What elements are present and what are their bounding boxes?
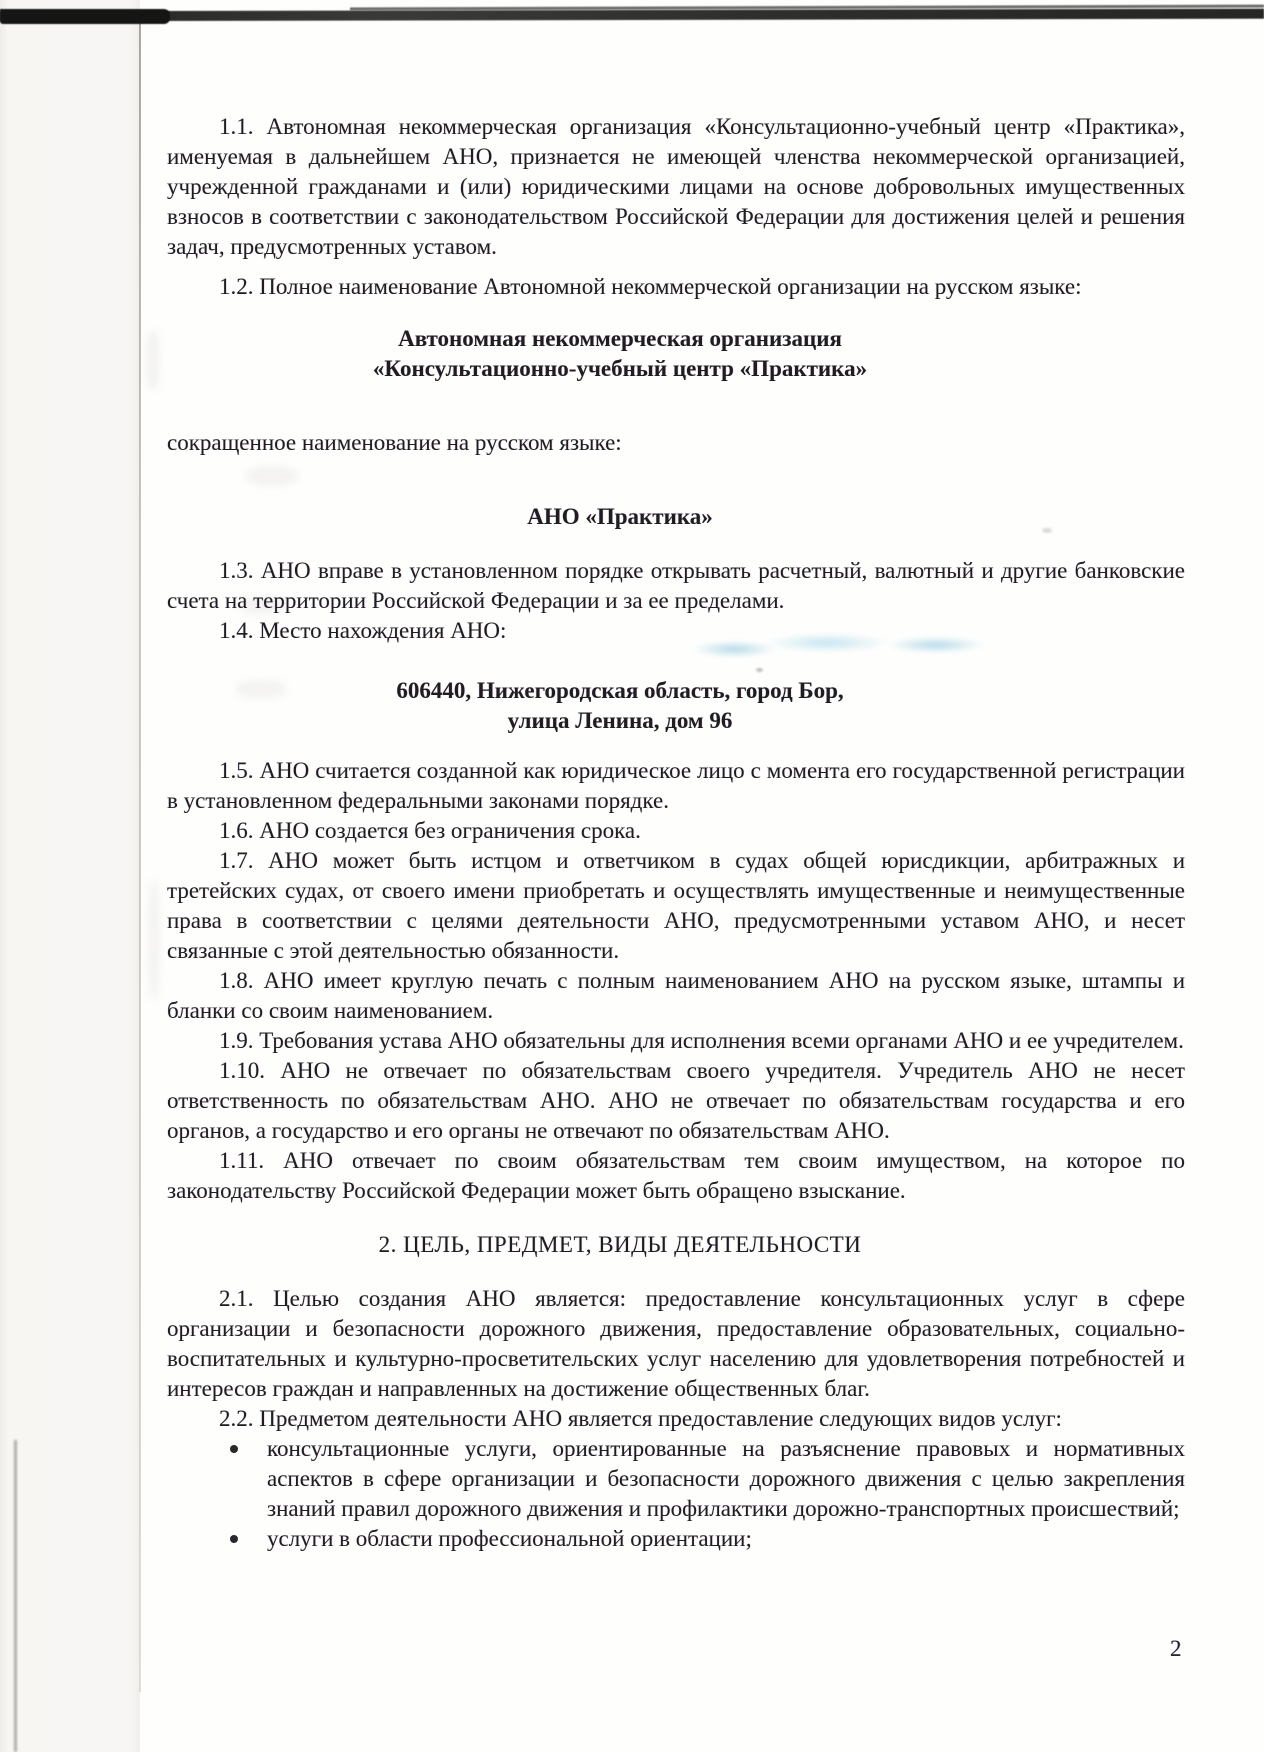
section-2-title: 2. ЦЕЛЬ, ПРЕДМЕТ, ВИДЫ ДЕЯТЕЛЬНОСТИ <box>378 1232 862 1257</box>
paragraph-1-11: 1.11. АНО отвечает по своим обязательствам тем своим имуществом, на которое по законодательству Российской Федерации может быть обращено взыскание. <box>167 1148 1185 1203</box>
paragraph-1-6: 1.6. АНО создается без ограничения срока. <box>219 818 641 843</box>
paragraph-1-1: 1.1. Автономная некоммерческая организация «Консультационно-учебный центр «Практика», именуемая в дальнейшем АНО, признается не имеющей членства некоммерческой организацией, учрежденной гражданами и (или) юридическими лицами на основе добровольных имущественных взносов в соответствии с законодательством Российской Федерации для достижения целей и решения задач, предусмотренных уставом. <box>167 114 1185 259</box>
paragraph-1-9: 1.9. Требования устава АНО обязательны для исполнения всеми органами АНО и ее учредителем. <box>219 1028 1184 1053</box>
org-short-name: АНО «Практика» <box>527 504 713 529</box>
bullet-text: консультационные услуги, ориентированные на разъяснение правовых и нормативных аспектов в сфере организации и безопасности дорожного движения с целью закрепления знаний правил дорожного движения и профилактики дорожно-транспортных происшествий; <box>267 1436 1185 1521</box>
paragraph-1-8: 1.8. АНО имеет круглую печать с полным наименованием АНО на русском языке, штампы и бланки со своим наименованием. <box>167 968 1185 1023</box>
bullet-text: услуги в области профессиональной ориентации; <box>267 1526 752 1551</box>
paragraph-1-3: 1.3. АНО вправе в установленном порядке открывать расчетный, валютный и другие банковские счета на территории Российской Федерации и за ее пределами. <box>167 558 1185 613</box>
bullet-item-career-guidance <box>167 1524 1185 1554</box>
org-address-line1: 606440, Нижегородская область, город Бор, <box>396 678 844 703</box>
paragraph-1-4: 1.4. Место нахождения АНО: <box>219 618 507 643</box>
paragraph-2-2: 2.2. Предметом деятельности АНО является предоставление следующих видов услуг: <box>219 1406 1062 1431</box>
org-full-name-line2: «Консультационно-учебный центр «Практика» <box>372 356 868 381</box>
paragraph-1-10: 1.10. АНО не отвечает по обязательствам своего учредителя. Учредитель АНО не несет ответственность по обязательствам АНО. АНО не отвечает по обязательствам государства и его органов, а государство и его органы не отвечают по обязательствам АНО. <box>167 1058 1185 1143</box>
bullet-item-consulting-services <box>167 1434 1185 1524</box>
paragraph-1-7: 1.7. АНО может быть истцом и ответчиком в судах общей юрисдикции, арбитражных и третейских судах, от своего имени приобретать и осуществлять имущественные и неимущественные права в соответствии с целями деятельности АНО, предусмотренными уставом АНО, и несет связанные с этой деятельностью обязанности. <box>167 848 1185 963</box>
bullet-dot-icon <box>230 1434 267 1524</box>
bullet-dot-icon <box>230 1524 267 1554</box>
paragraph-2-1: 2.1. Целью создания АНО является: предоставление консультационных услуг в сфере организации и безопасности дорожного движения, предоставление образовательных, социально-воспитательных и культурно-просветительских услуг населению для удовлетворения потребностей и интересов граждан и направленных на достижение общественных благ. <box>167 1286 1185 1401</box>
paragraph-1-5: 1.5. АНО считается созданной как юридическое лицо с момента его государственной регистрации в установленном федеральными законами порядке. <box>167 758 1185 813</box>
org-full-name-line1: Автономная некоммерческая организация <box>398 326 842 351</box>
paragraph-1-2: 1.2. Полное наименование Автономной некоммерческой организации на русском языке: <box>219 274 1082 299</box>
page-number: 2 <box>1170 1636 1182 1661</box>
short-name-intro: сокращенное наименование на русском языке: <box>167 430 622 455</box>
org-address-line2: улица Ленина, дом 96 <box>507 708 733 733</box>
